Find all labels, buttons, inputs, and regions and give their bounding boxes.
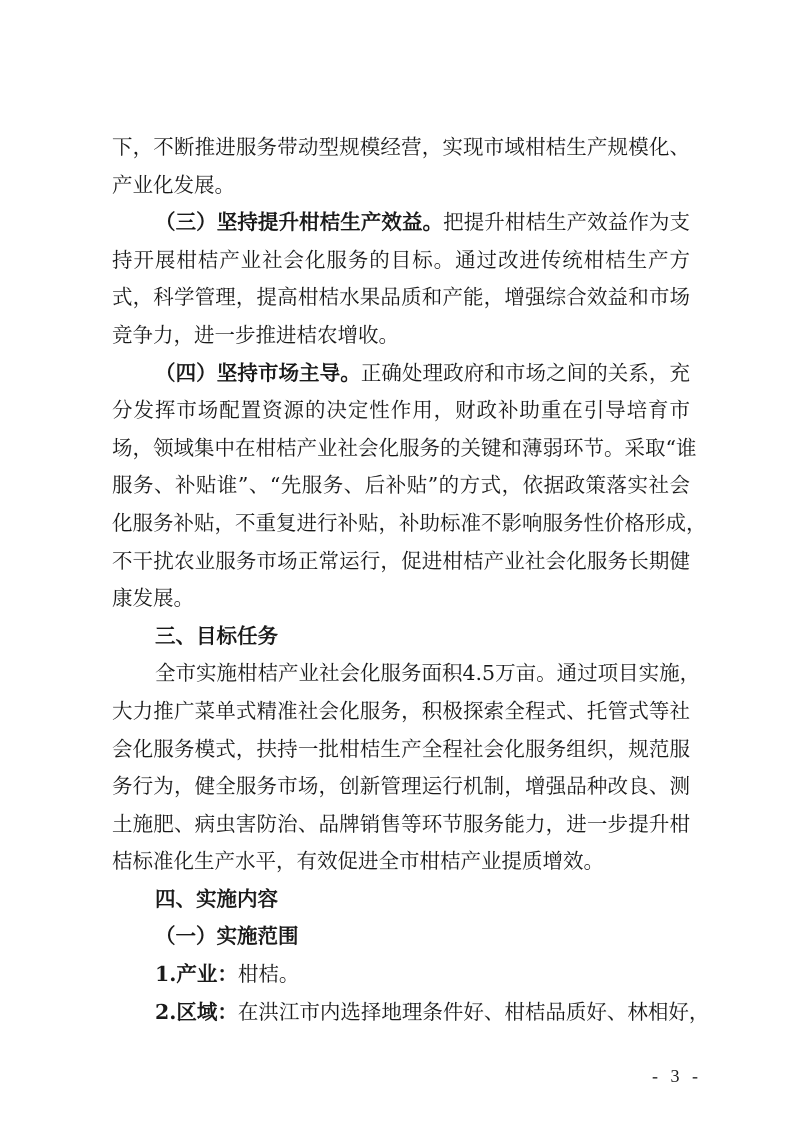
text-line <box>112 731 690 769</box>
body-text: 式，科学管理，提高柑桔水果品质和产能，增强综合效益和市场 <box>112 285 690 310</box>
body-text: 下，不断推进服务带动型规模经营，实现市域柑桔生产规模化、 <box>112 135 690 159</box>
body-text: 场，领域集中在柑桔产业社会化服务的关键和薄弱环节。采取“谁 <box>112 435 697 460</box>
text-line <box>112 843 690 881</box>
body-text: 康发展。 <box>112 586 194 611</box>
body-text: 务行为，健全服务市场，创新管理运行机制，增强品种改良、测 <box>112 774 690 799</box>
text-line <box>112 355 690 393</box>
body-text: 土施肥、病虫害防治、品牌销售等环节服务能力，进一步提升柑 <box>112 811 690 836</box>
body-text: 正确处理政府和市场之间的关系，充 <box>360 360 691 385</box>
bold-lead-text: 2.区域： <box>155 999 238 1024</box>
bold-lead-text: （四）坚持市场主导。 <box>155 360 361 385</box>
heading-text: 三、目标任务 <box>155 623 278 648</box>
body-text: 持开展柑桔产业社会化服务的目标。通过改进传统柑桔生产方 <box>112 247 690 272</box>
document-body <box>112 129 710 1031</box>
body-text: 服务、补贴谁”、“先服务、后补贴”的方式，依据政策落实社会 <box>112 473 690 498</box>
text-line <box>112 655 701 693</box>
body-text: 桔标准化生产水平，有效促进全市柑桔产业提质增效。 <box>112 849 604 874</box>
section-heading <box>112 881 690 919</box>
text-line <box>112 167 690 205</box>
body-text: 竞争力，进一步推进桔农增收。 <box>112 322 399 347</box>
text-line <box>112 467 690 505</box>
text-line <box>112 543 690 581</box>
body-text: 分发挥市场配置资源的决定性作用，财政补助重在引导培育市 <box>112 398 690 423</box>
heading-text: 四、实施内容 <box>155 886 278 911</box>
text-line <box>112 806 690 844</box>
text-line <box>112 392 690 430</box>
body-text: 产业化发展。 <box>112 172 235 197</box>
body-text: 把提升柑桔生产效益作为支 <box>443 210 691 235</box>
body-text: 不干扰农业服务市场正常运行，促进柑桔产业社会化服务长期健 <box>112 548 690 573</box>
text-line <box>112 430 697 468</box>
bold-lead-text: （一）实施范围 <box>155 924 299 949</box>
text-line <box>112 505 707 543</box>
text-line <box>112 768 690 806</box>
text-line <box>112 279 690 317</box>
body-text: 化服务补贴，不重复进行补贴，补助标准不影响服务性价格形成， <box>112 510 707 535</box>
body-text: 在洪江市内选择地理条件好、柑桔品质好、林相好， <box>237 999 710 1024</box>
text-line <box>112 918 690 956</box>
section-heading <box>112 618 690 656</box>
page-number: - 3 - <box>652 1066 702 1086</box>
text-line <box>112 693 690 731</box>
text-line <box>112 204 690 242</box>
text-line <box>112 242 690 280</box>
body-text: 会化服务模式，扶持一批柑桔生产全程社会化服务组织，规范服 <box>112 736 690 761</box>
text-line <box>112 129 690 167</box>
body-text: 大力推广菜单式精准社会化服务，积极探索全程式、托管式等社 <box>112 698 690 723</box>
text-line <box>112 994 710 1032</box>
body-text: 全市实施柑桔产业社会化服务面积4.5万亩。通过项目实施， <box>155 661 701 686</box>
body-text: 柑桔。 <box>237 962 300 987</box>
bold-lead-text: 1.产业： <box>155 962 238 987</box>
text-line <box>112 580 690 618</box>
text-line <box>112 317 690 355</box>
bold-lead-text: （三）坚持提升柑桔生产效益。 <box>155 210 444 235</box>
text-line <box>112 956 690 994</box>
